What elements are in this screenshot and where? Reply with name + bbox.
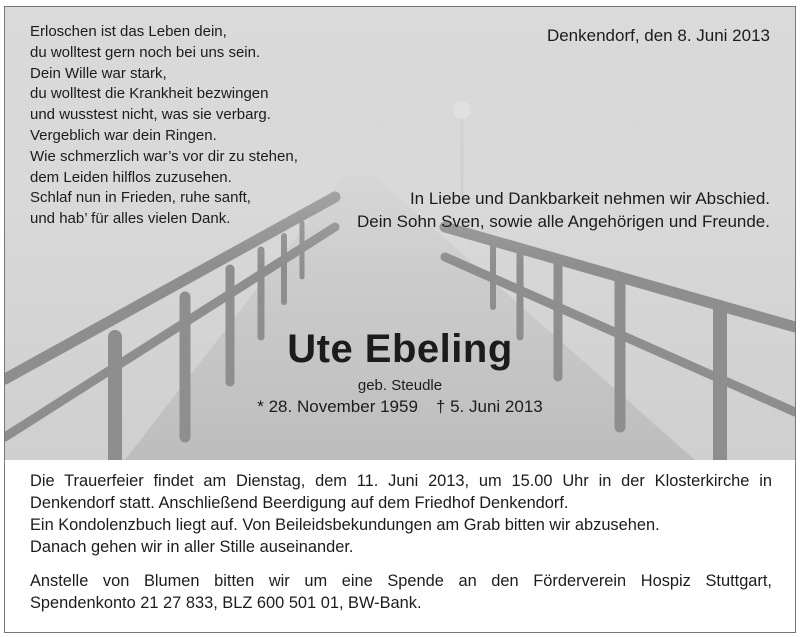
poem-line: Dein Wille war stark,	[30, 64, 167, 82]
poem-line: und wusstest nicht, was sie verbarg.	[30, 106, 271, 124]
poem-line: du wolltest die Krankheit bezwingen	[30, 85, 269, 103]
farewell-message	[357, 187, 770, 233]
poem-line: du wolltest gern noch bei uns sein.	[30, 43, 261, 61]
life-dates	[0, 397, 800, 417]
mourners-line: Dein Sohn Sven, sowie alle Angehörigen und Freunde.	[356, 212, 770, 231]
poem	[30, 22, 298, 230]
birth-date: * 28. November 1959	[257, 397, 418, 416]
funeral-text-line: Ein Kondolenzbuch liegt auf. Von Beileidsbekundungen am Grab bitten wir abzusehen.	[30, 516, 660, 534]
deceased-name: Ute Ebeling	[287, 327, 513, 371]
funeral-text-line: Danach gehen wir in aller Stille auseinander.	[30, 538, 354, 556]
poem-line: Wie schmerzlich war’s vor dir zu stehen,	[30, 147, 298, 165]
funeral-information	[30, 470, 772, 614]
funeral-text-line: Denkendorf statt. Anschließend Beerdigung auf dem Friedhof Denkendorf.	[30, 494, 569, 512]
poem-line: Vergeblich war dein Ringen.	[30, 126, 217, 144]
death-date: † 5. Juni 2013	[435, 397, 543, 416]
birth-name: geb. Steudle	[357, 377, 443, 394]
poem-line: und hab’ für alles vielen Dank.	[30, 210, 231, 228]
donation-text-line: Anstelle von Blumen bitten wir um eine Spende an den Förderverein Hospiz Stuttgart,	[30, 572, 772, 590]
donation-text-line: Spendenkonto 21 27 833, BLZ 600 501 01, BW-Bank.	[30, 594, 422, 612]
place-and-date: Denkendorf, den 8. Juni 2013	[546, 26, 770, 45]
farewell-line: In Liebe und Dankbarkeit nehmen wir Abschied.	[409, 189, 770, 208]
poem-line: Schlaf nun in Frieden, ruhe sanft,	[30, 189, 251, 207]
poem-line: dem Leiden hilflos zuzusehen.	[30, 168, 232, 186]
funeral-text-line: Die Trauerfeier findet am Dienstag, dem 11. Juni 2013, um 15.00 Uhr in der Klosterkirche in	[30, 472, 772, 490]
poem-line: Erloschen ist das Leben dein,	[30, 23, 227, 40]
